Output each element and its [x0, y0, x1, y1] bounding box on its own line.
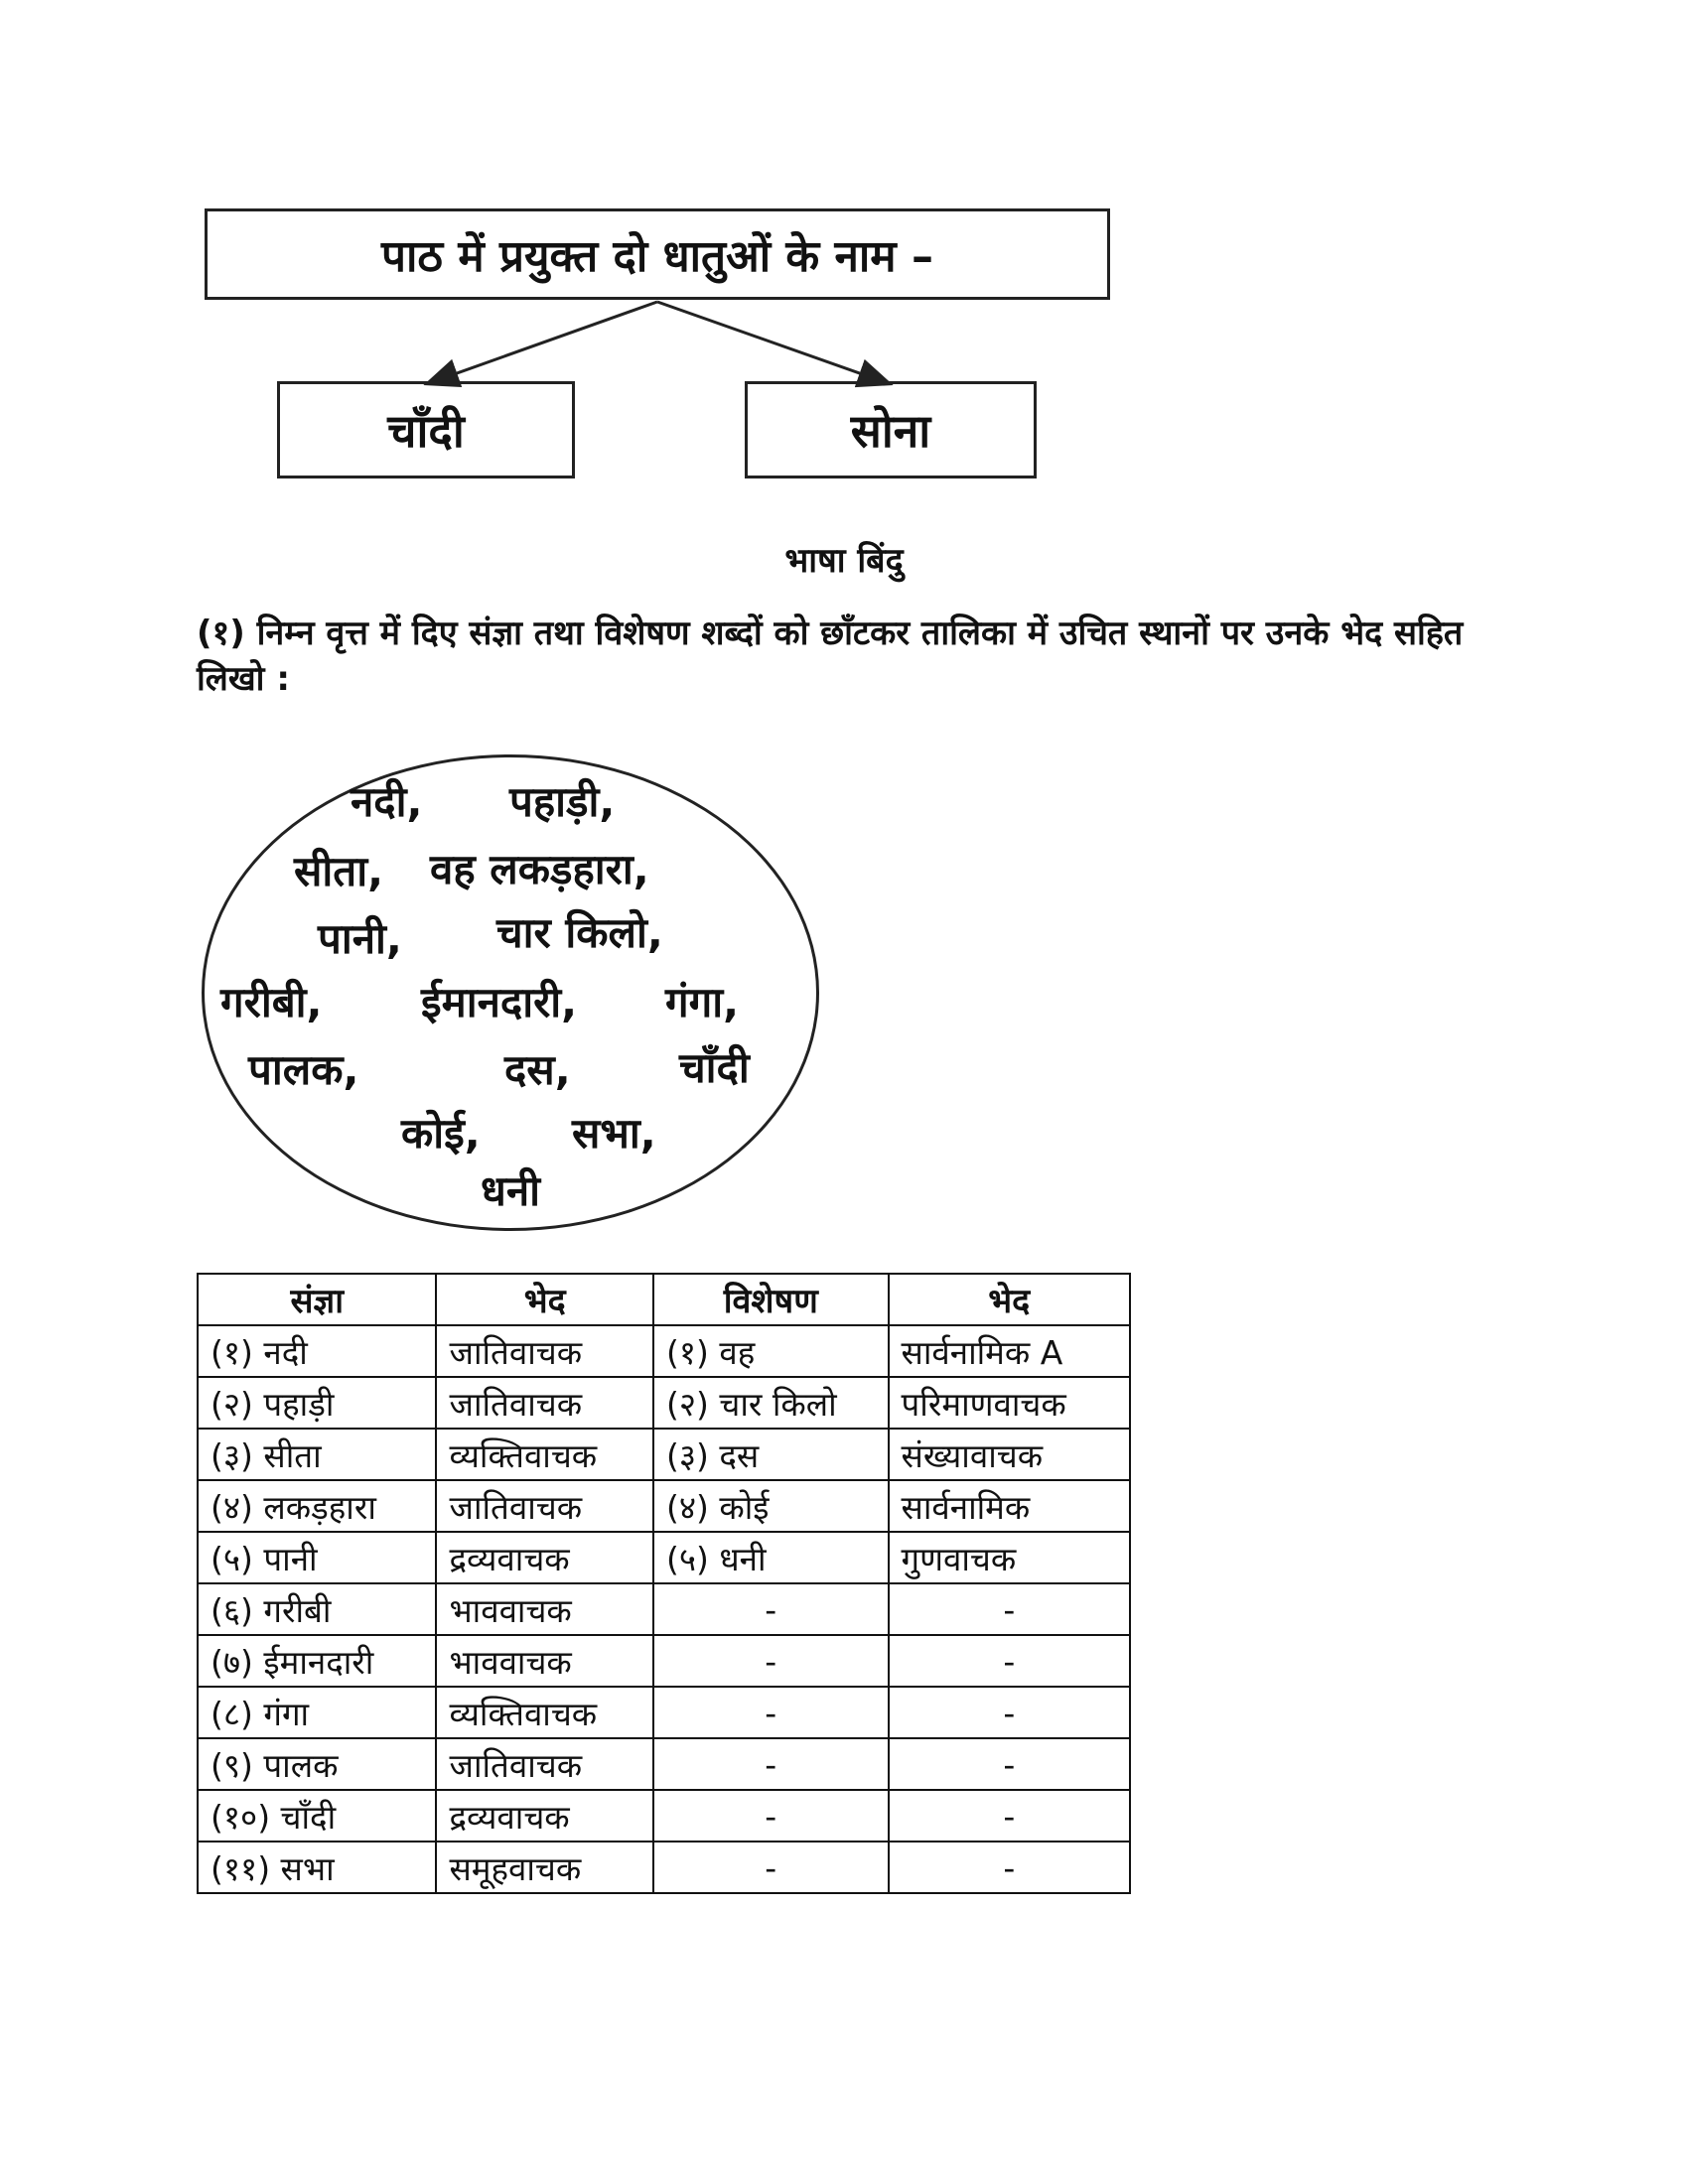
- circle-word: सभा,: [572, 1109, 656, 1158]
- diagram-item-gold: सोना: [850, 404, 931, 458]
- noun-type-cell: जातिवाचक: [436, 1325, 653, 1377]
- noun-cell: (११) सभा: [198, 1842, 436, 1893]
- circle-word: चार किलो,: [496, 908, 663, 957]
- adjective-type-cell: -: [889, 1738, 1130, 1790]
- adjective-cell: (१) वह: [653, 1325, 889, 1377]
- noun-cell: (१०) चाँदी: [198, 1790, 436, 1842]
- circle-word: ईमानदारी,: [421, 978, 578, 1026]
- circle-word: कोई,: [401, 1109, 481, 1158]
- table-row: [198, 1480, 1130, 1532]
- circle-word: धनी: [481, 1166, 541, 1215]
- table-row: [198, 1635, 1130, 1687]
- adjective-type-cell: -: [889, 1842, 1130, 1893]
- circle-word: नदी,: [351, 777, 423, 826]
- adjective-type-cell: -: [889, 1635, 1130, 1687]
- circle-word: गंगा,: [665, 978, 740, 1026]
- circle-word: पानी,: [318, 914, 402, 963]
- noun-type-cell: द्रव्यवाचक: [436, 1532, 653, 1583]
- diagram-title: पाठ में प्रयुक्त दो धातुओं के नाम –: [381, 231, 933, 282]
- adjective-type-cell: -: [889, 1687, 1130, 1738]
- noun-cell: (५) पानी: [198, 1532, 436, 1583]
- noun-type-cell: व्यक्तिवाचक: [436, 1429, 653, 1480]
- circle-word: वह लकड़हारा,: [430, 845, 649, 893]
- header-noun: संज्ञा: [198, 1274, 436, 1325]
- noun-cell: (४) लकड़हारा: [198, 1480, 436, 1532]
- table-header-row: [198, 1274, 1130, 1325]
- noun-cell: (१) नदी: [198, 1325, 436, 1377]
- circle-word: गरीबी,: [220, 978, 323, 1026]
- table-row: [198, 1842, 1130, 1893]
- table-row: [198, 1377, 1130, 1429]
- noun-type-cell: भाववाचक: [436, 1583, 653, 1635]
- table-row: [198, 1738, 1130, 1790]
- adjective-cell: (२) चार किलो: [653, 1377, 889, 1429]
- noun-type-cell: भाववाचक: [436, 1635, 653, 1687]
- header-adjective: विशेषण: [653, 1274, 889, 1325]
- table-row: [198, 1687, 1130, 1738]
- table-row: [198, 1790, 1130, 1842]
- noun-cell: (९) पालक: [198, 1738, 436, 1790]
- adjective-type-cell: -: [889, 1790, 1130, 1842]
- noun-type-cell: व्यक्तिवाचक: [436, 1687, 653, 1738]
- question-text: (१) निम्न वृत्त में दिए संज्ञा तथा विशेषण शब्दों को छाँटकर तालिका में उचित स्थानों पर उनके भेद सहित लिखो :: [197, 614, 1464, 699]
- circle-word: चाँदी: [679, 1043, 750, 1092]
- table-row: [198, 1583, 1130, 1635]
- adjective-type-cell: गुणवाचक: [889, 1532, 1130, 1583]
- adjective-cell: -: [653, 1842, 889, 1893]
- adjective-type-cell: संख्यावाचक: [889, 1429, 1130, 1480]
- noun-type-cell: जातिवाचक: [436, 1377, 653, 1429]
- adjective-type-cell: सार्वनामिक A: [889, 1325, 1130, 1377]
- adjective-cell: -: [653, 1790, 889, 1842]
- adjective-cell: (५) धनी: [653, 1532, 889, 1583]
- noun-cell: (६) गरीबी: [198, 1583, 436, 1635]
- adjective-type-cell: -: [889, 1583, 1130, 1635]
- adjective-cell: (३) दस: [653, 1429, 889, 1480]
- arrow-left: [429, 302, 657, 383]
- table-row: [198, 1429, 1130, 1480]
- table-row: [198, 1532, 1130, 1583]
- noun-type-cell: समूहवाचक: [436, 1842, 653, 1893]
- diagram-title-box: [205, 208, 1110, 300]
- adjective-cell: -: [653, 1738, 889, 1790]
- header-noun-type: भेद: [436, 1274, 653, 1325]
- circle-word: पहाड़ी,: [509, 777, 616, 826]
- noun-cell: (७) ईमानदारी: [198, 1635, 436, 1687]
- table-row: [198, 1325, 1130, 1377]
- circle-word: दस,: [504, 1045, 571, 1094]
- section-heading: भाषा बिंदु: [784, 541, 904, 581]
- adjective-cell: -: [653, 1635, 889, 1687]
- answer-table: [197, 1273, 1131, 1894]
- adjective-cell: -: [653, 1687, 889, 1738]
- adjective-cell: -: [653, 1583, 889, 1635]
- noun-type-cell: जातिवाचक: [436, 1738, 653, 1790]
- noun-type-cell: जातिवाचक: [436, 1480, 653, 1532]
- adjective-cell: (४) कोई: [653, 1480, 889, 1532]
- noun-cell: (२) पहाड़ी: [198, 1377, 436, 1429]
- arrow-right: [657, 302, 888, 383]
- noun-type-cell: द्रव्यवाचक: [436, 1790, 653, 1842]
- diagram-item-box-gold: [745, 381, 1037, 478]
- adjective-type-cell: सार्वनामिक: [889, 1480, 1130, 1532]
- diagram-item-box-silver: [277, 381, 575, 478]
- adjective-type-cell: परिमाणवाचक: [889, 1377, 1130, 1429]
- noun-cell: (८) गंगा: [198, 1687, 436, 1738]
- circle-word: पालक,: [248, 1045, 359, 1094]
- circle-word: सीता,: [294, 847, 384, 895]
- header-adjective-type: भेद: [889, 1274, 1130, 1325]
- noun-cell: (३) सीता: [198, 1429, 436, 1480]
- diagram-item-silver: चाँदी: [387, 404, 465, 458]
